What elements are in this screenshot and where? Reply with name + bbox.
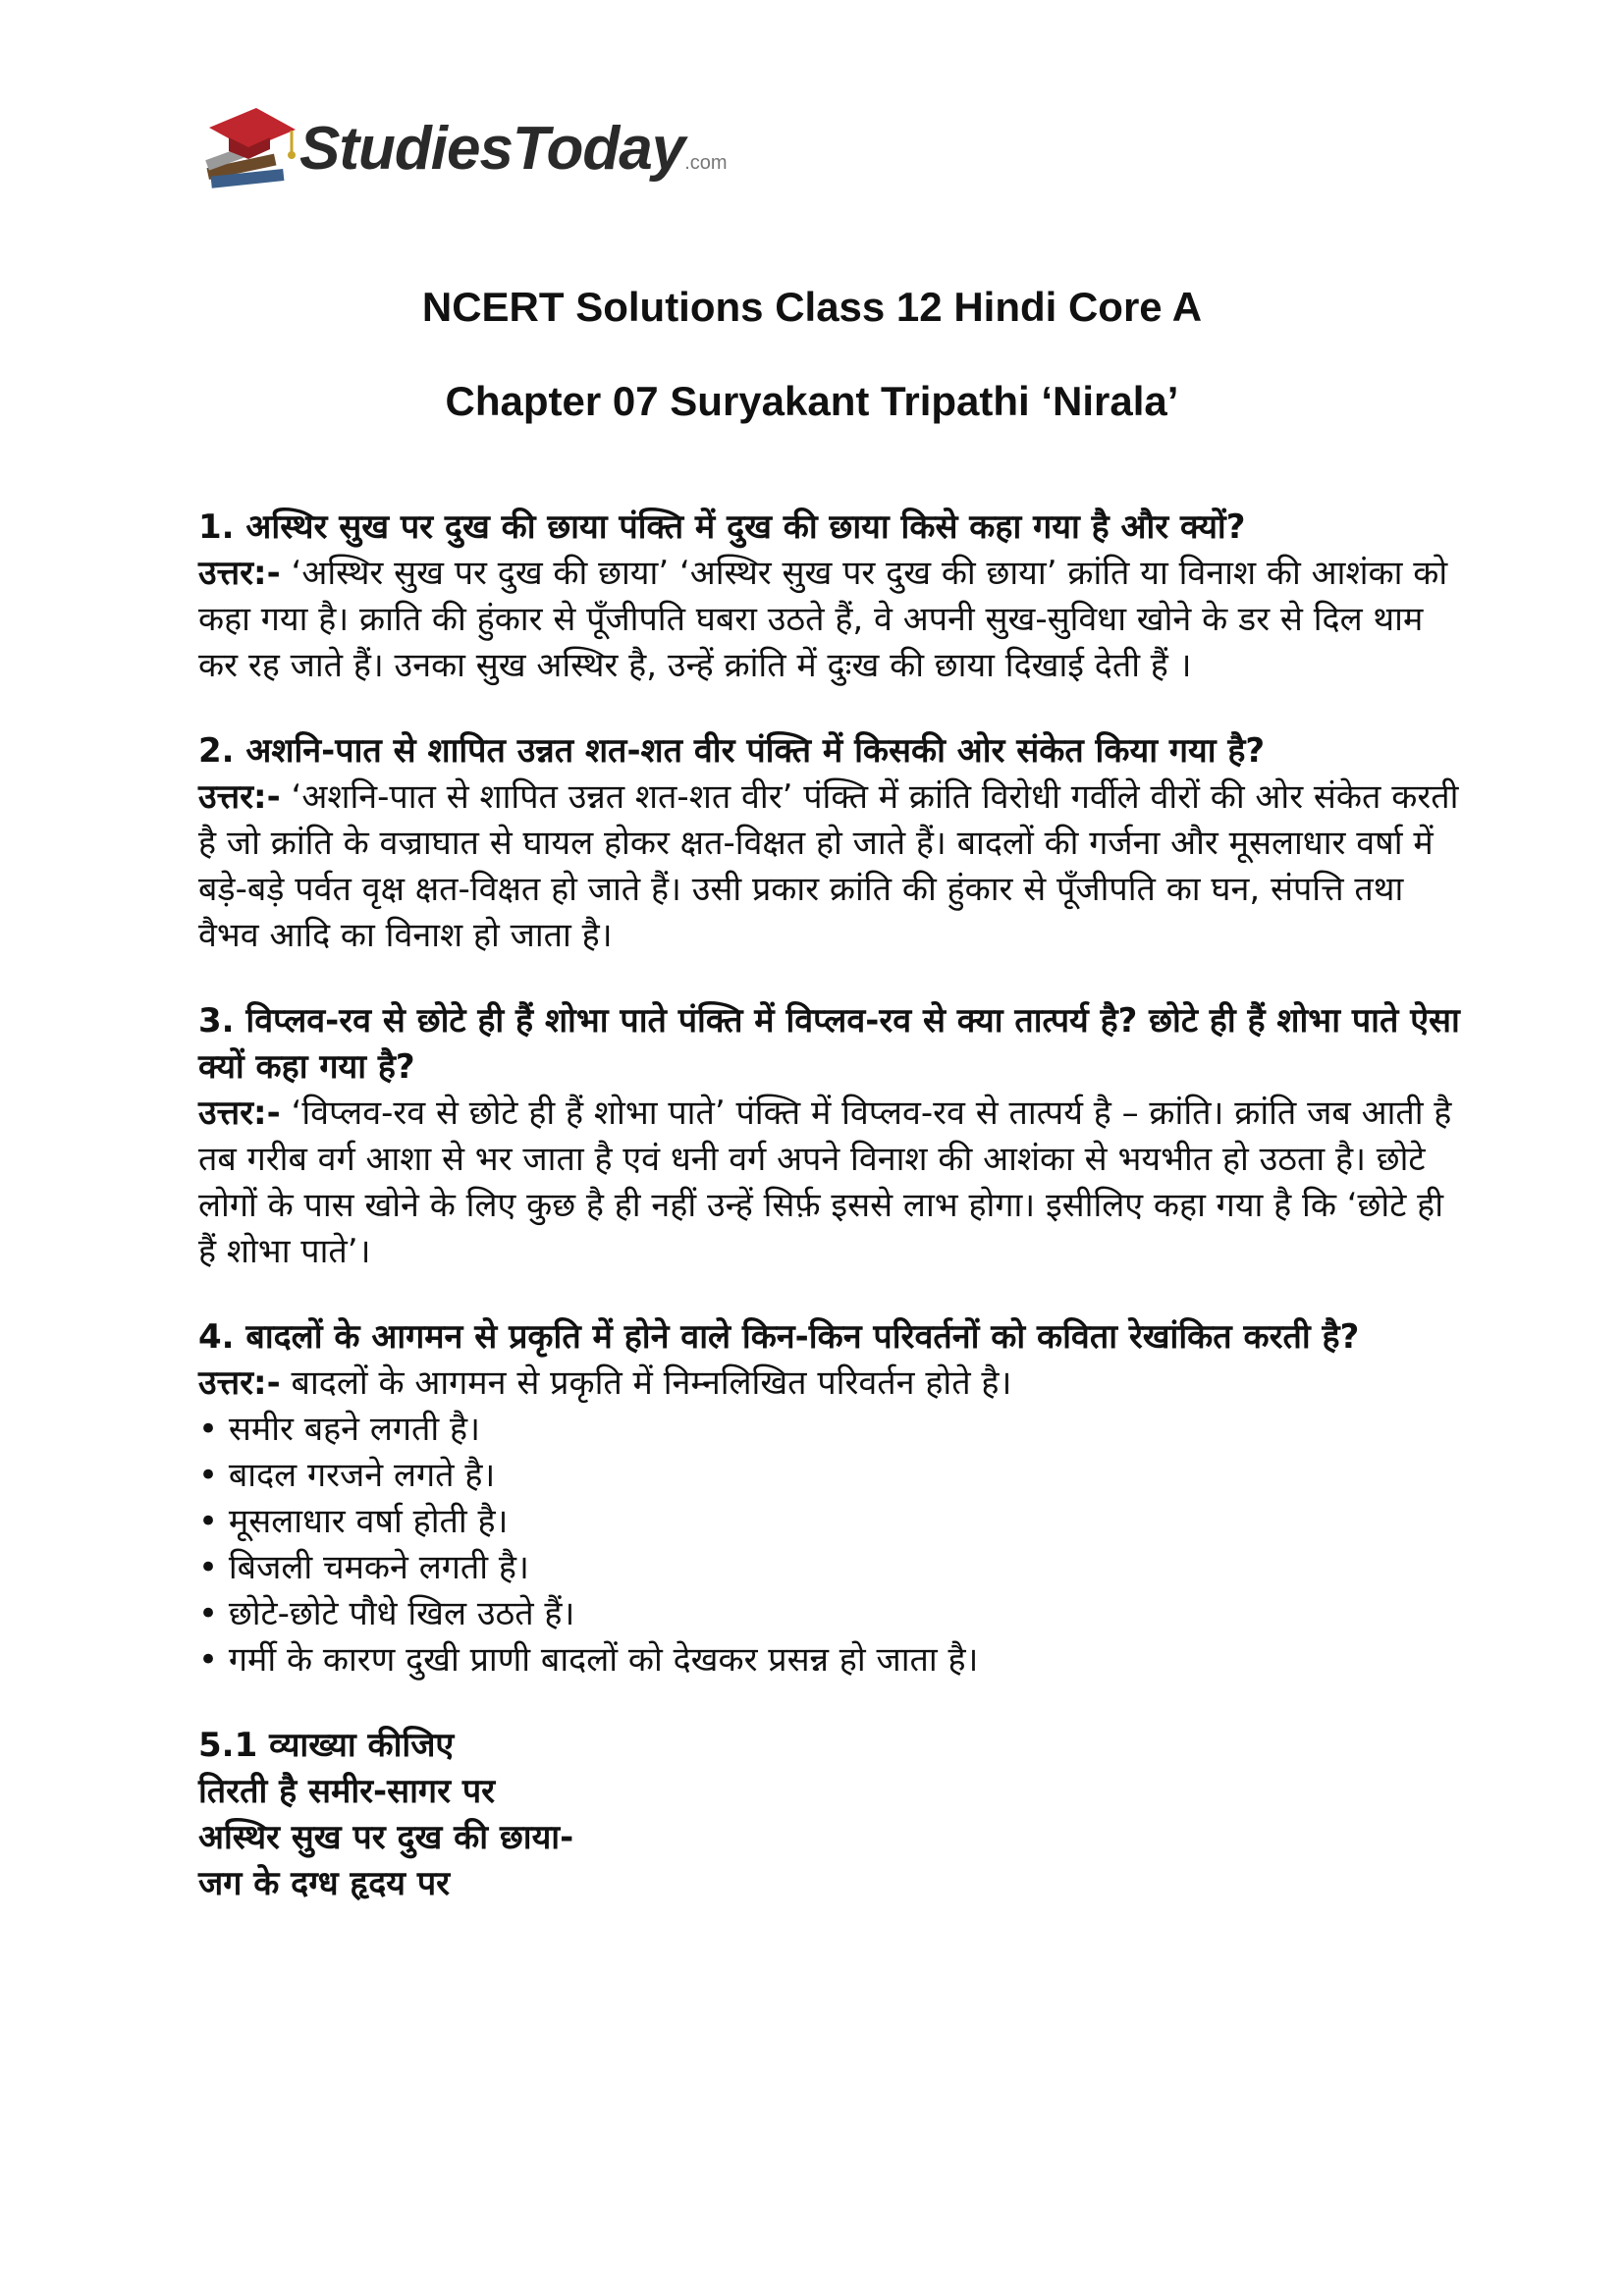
qa-block-1 <box>198 505 1465 689</box>
question-1: 1. अस्थिर सुख पर दुख की छाया पंक्ति में दुख की छाया किसे कहा गया है और क्यों? <box>198 507 1246 547</box>
document-body <box>198 505 1465 1907</box>
qa-block-4 <box>198 1314 1465 1683</box>
answer-label: उत्तर:- <box>198 1094 281 1133</box>
answer-label: उत्तर:- <box>198 554 281 593</box>
question-2: 2. अशनि-पात से शापित उन्नत शत-शत वीर पंक्ति में किसकी ओर संकेत किया गया है? <box>198 731 1266 771</box>
answer-1-text: ‘अस्थिर सुख पर दुख की छाया’ ‘अस्थिर सुख पर दुख की छाया’ क्रांति या विनाश की आशंका को कहा गया है। क्राति की हुंकार से पूँजीपति घबरा उठते हैं, वे अपनी सुख-सुविधा खोने के डर से दिल थाम कर रह जाते हैं। उनका सुख अस्थिर है, उन्हें क्रांति में दुःख की छाया दिखाई देती हैं । <box>198 554 1448 685</box>
brand-suffix: .com <box>684 152 728 174</box>
answer-4-text: बादलों के आगमन से प्रकृति में निम्नलिखित परिवर्तन होते है। <box>280 1363 1012 1403</box>
qa-block-2 <box>198 728 1465 959</box>
answer-3 <box>198 1091 1465 1275</box>
answer-4 <box>198 1361 1465 1407</box>
answer-2-text: ‘अशनि-पात से शापित उन्नत शत-शत वीर’ पंक्ति में क्रांति विरोधी गर्वीले वीरों की ओर संकेत करती है जो क्रांति के वज्राघात से घायल होकर क्षत-विक्षत हो जाते हैं। बादलों की गर्जना और मूसलाधार वर्षा में बड़े-बड़े पर्वत वृक्ष क्षत-विक्षत हो जाते हैं। उसी प्रकार क्रांति की हुंकार से पूँजीपति का घन, संपत्ति तथा वैभव आदि का विनाश हो जाता है। <box>198 777 1459 955</box>
list-item: • छोटे-छोटे पौधे खिल उठते हैं। <box>198 1591 1465 1637</box>
list-item: • बिजली चमकने लगती है। <box>198 1545 1465 1591</box>
question-5-heading: 5.1 व्याख्या कीजिए <box>198 1726 455 1765</box>
list-item: • मूसलाधार वर्षा होती है। <box>198 1499 1465 1545</box>
graduation-cap-books-icon <box>201 100 299 198</box>
answer-label: उत्तर:- <box>198 777 281 817</box>
qa-block-3 <box>198 998 1465 1275</box>
answer-2 <box>198 774 1465 959</box>
document-header <box>0 283 1624 471</box>
list-item: • समीर बहने लगती है। <box>198 1407 1465 1453</box>
answer-label: उत्तर:- <box>198 1363 281 1403</box>
change-list <box>198 1407 1465 1683</box>
chapter-title: Chapter 07 Suryakant Tripathi ‘Nirala’ <box>445 378 1179 424</box>
list-item: • बादल गरजने लगते है। <box>198 1453 1465 1499</box>
answer-3-text: ‘विप्लव-रव से छोटे ही हैं शोभा पाते’ पंक्ति में विप्लव-रव से तात्पर्य है – क्रांति। क्रांति जब आती है तब गरीब वर्ग आशा से भर जाता है एवं धनी वर्ग अपने विनाश की आशंका से भयभीत हो उठता है। छोटे लोगों के पास खोने के लिए कुछ है ही नहीं उन्हें सिर्फ़ इससे लाभ होगा। इसीलिए कहा गया है कि ‘छोटे ही हैं शोभा पाते’। <box>198 1094 1452 1271</box>
poem-line: तिरती है समीर-सागर पर <box>198 1772 496 1811</box>
brand-name: StudiesToday <box>299 115 685 183</box>
question-4: 4. बादलों के आगमन से प्रकृति में होने वाले किन-किन परिवर्तनों को कविता रेखांकित करती है? <box>198 1317 1360 1357</box>
logo-wordmark <box>299 114 728 184</box>
answer-1 <box>198 551 1465 689</box>
document-title: NCERT Solutions Class 12 Hindi Core A <box>421 284 1203 330</box>
list-item: • गर्मी के कारण दुखी प्राणी बादलों को देखकर प्रसन्न हो जाता है। <box>198 1637 1465 1683</box>
poem-line: जग के दग्ध हृदय पर <box>198 1864 451 1903</box>
poem-line: अस्थिर सुख पर दुख की छाया- <box>198 1818 574 1857</box>
qa-block-5 <box>198 1723 1465 1907</box>
question-3: 3. विप्लव-रव से छोटे ही हैं शोभा पाते पंक्ति में विप्लव-रव से क्या तात्पर्य है? छोटे ही हैं शोभा पाते ऐसा क्यों कहा गया है? <box>198 1001 1460 1087</box>
studiestoday-logo <box>201 100 728 208</box>
